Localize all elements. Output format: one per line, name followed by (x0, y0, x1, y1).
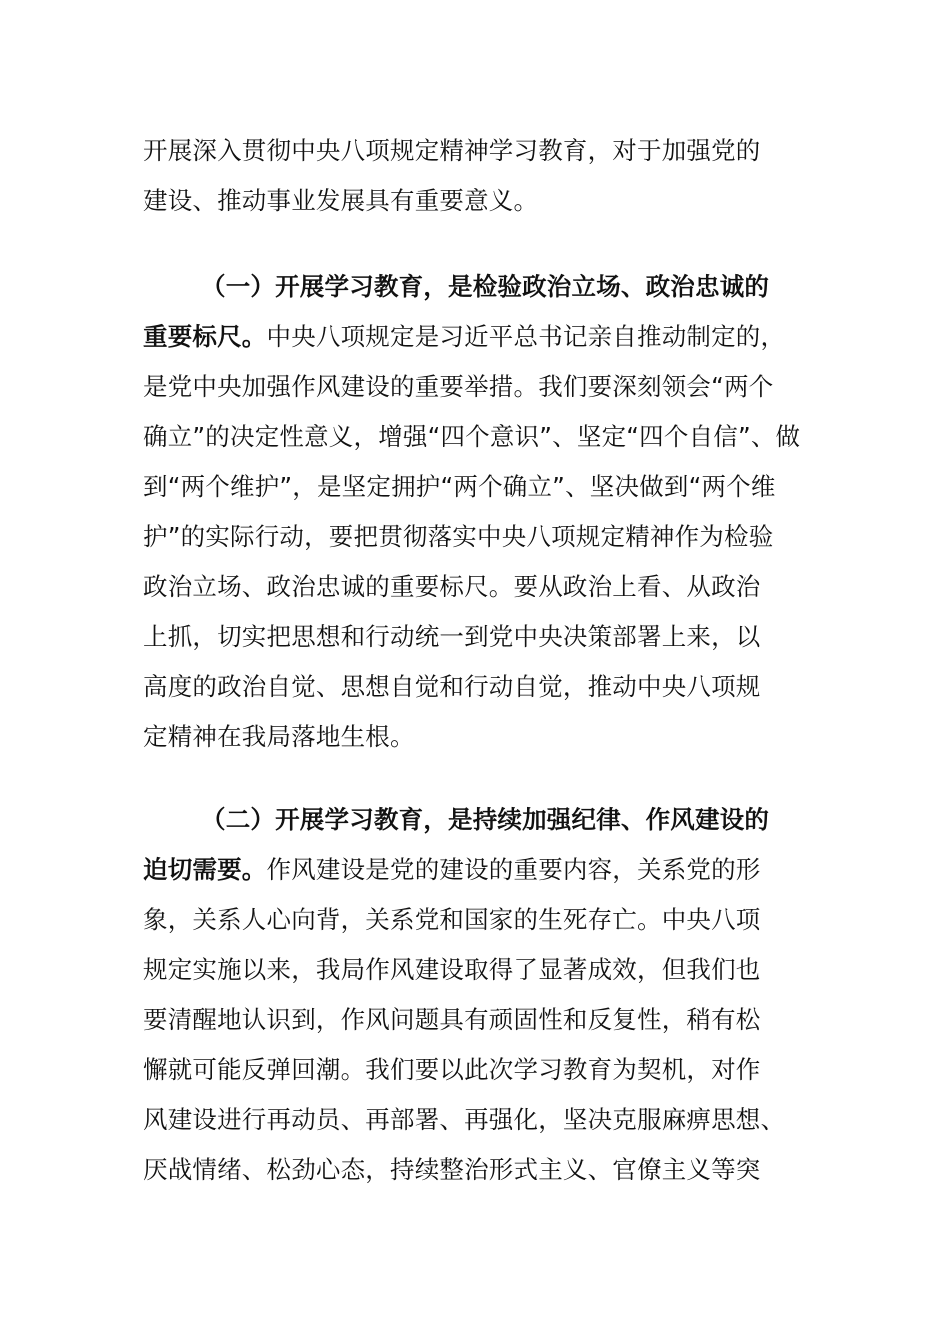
section-2-line-4: 规定实施以来，我局作风建设取得了显著成效，但我们也 (143, 955, 761, 984)
section-1-heading: （一）开展学习教育，是检验政治立场、政治忠诚的 (201, 272, 770, 301)
intro-line-2: 建设、推动事业发展具有重要意义。 (143, 186, 539, 215)
section-1-line-8: 上抓，切实把思想和行动统一到党中央决策部署上来，以 (143, 622, 761, 651)
section-1-paragraph (143, 262, 823, 762)
section-2-paragraph (143, 795, 823, 1195)
section-2-line-2-text: 作风建设是党的建设的重要内容，关系党的形 (266, 855, 761, 884)
section-1-line-10: 定精神在我局落地生根。 (143, 722, 415, 751)
section-1-line-4: 确立”的决定性意义，增强“四个意识”、坚定“四个自信”、做 (143, 422, 801, 451)
section-1-line-5: 到“两个维护”，是坚定拥护“两个确立”、坚决做到“两个维 (143, 472, 776, 501)
intro-line-1: 开展深入贯彻中央八项规定精神学习教育，对于加强党的 (143, 136, 761, 165)
section-2-heading: （二）开展学习教育，是持续加强纪律、作风建设的 (201, 805, 770, 834)
section-2-line-8: 厌战情绪、松劲心态，持续整治形式主义、官僚主义等突 (143, 1155, 761, 1184)
section-2-line-3: 象，关系人心向背，关系党和国家的生死存亡。中央八项 (143, 905, 761, 934)
section-2-line-6: 懈就可能反弹回潮。我们要以此次学习教育为契机，对作 (143, 1055, 761, 1084)
section-1-line-7: 政治立场、政治忠诚的重要标尺。要从政治上看、从政治 (143, 572, 761, 601)
section-2-heading-end: 迫切需要。 (143, 855, 267, 884)
section-1-line-3: 是党中央加强作风建设的重要举措。我们要深刻领会“两个 (143, 372, 774, 401)
section-1-line-2-text: 中央八项规定是习近平总书记亲自推动制定的， (266, 322, 786, 351)
section-1-heading-end: 重要标尺。 (143, 322, 267, 351)
section-2-line-5: 要清醒地认识到，作风问题具有顽固性和反复性，稍有松 (143, 1005, 761, 1034)
section-1-line-9: 高度的政治自觉、思想自觉和行动自觉，推动中央八项规 (143, 672, 761, 701)
section-2-line-2 (143, 845, 823, 895)
section-1-line-6: 护”的实际行动，要把贯彻落实中央八项规定精神作为检验 (143, 522, 774, 551)
section-1-line-2 (143, 312, 823, 362)
section-2-line-7: 风建设进行再动员、再部署、再强化，坚决克服麻痹思想、 (143, 1105, 786, 1134)
intro-paragraph (143, 126, 823, 226)
